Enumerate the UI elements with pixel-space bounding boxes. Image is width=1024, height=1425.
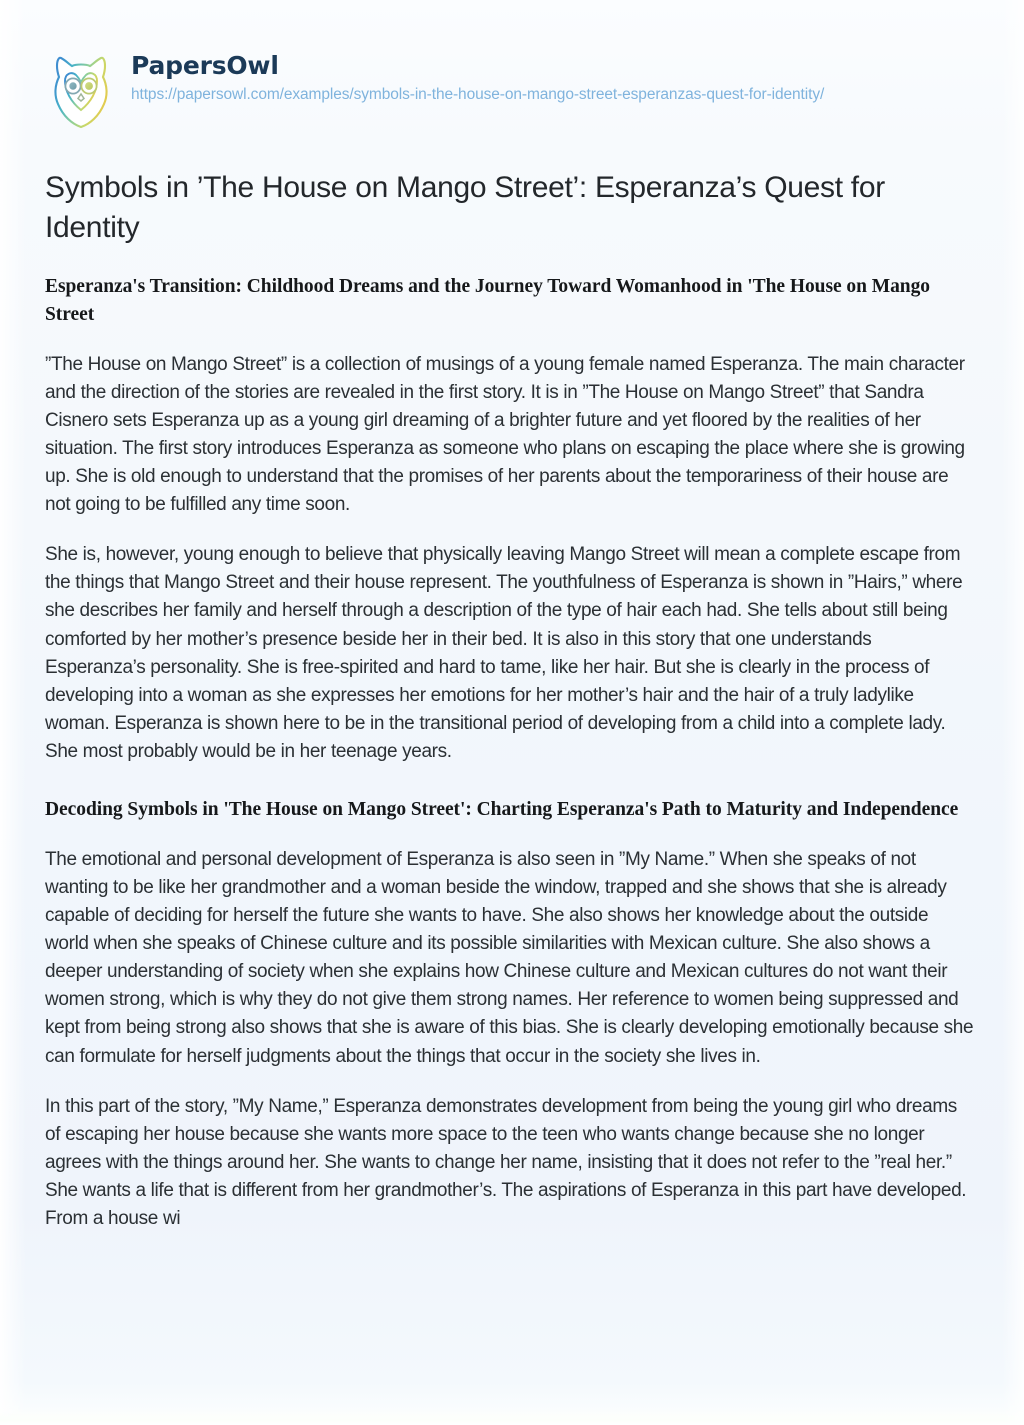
paragraph: The emotional and personal development of Esperanza is also seen in ”My Name.” When she speaks of not wanting to be like her grandmother and a woman beside the window, trapped and she shows that she is already capable of deciding for herself the future she wants to have. She also shows her knowledge about the outside world when she speaks of Chinese culture and its possible similarities with Mexican culture. She also shows a deeper understanding of society when she explains how Chinese culture and Mexican cultures do not want their women strong, which is why they do not give them strong names. Her reference to women being suppressed and kept from being strong also shows that she is aware of this bias. She is clearly developing emotionally because she can formulate for herself judgments about the things that occur in the society she lives in.: [45, 848, 974, 1067]
section-heading-2: Decoding Symbols in 'The House on Mango Street': Charting Esperanza's Path to Maturity and Independence: [45, 799, 959, 821]
owl-logo-icon: [45, 52, 117, 132]
page-title: Symbols in ’The House on Mango Street’: Esperanza’s Quest for Identity: [45, 171, 885, 244]
brand-name: PapersOwl: [131, 51, 279, 80]
brand-text-block: [131, 50, 824, 106]
paragraph: She is, however, young enough to believe that physically leaving Mango Street will mean a complete escape from the things that Mango Street and their house represent. The youthfulness of Esperanza is shown in ”Hairs,” where she describes her family and herself through a description of the type of hair each had. She tells about still being comforted by her mother’s presence beside her in their bed. It is also in this story that one understands Esperanza’s personality. She is free-spirited and hard to tame, like her hair. But she is clearly in the process of developing into a woman as she expresses her emotions for her mother’s hair and the hair of a truly ladylike woman. Esperanza is shown here to be in the transitional period of developing from a child into a complete lady. She most probably would be in her teenage years.: [45, 544, 963, 762]
source-url[interactable]: https://papersowl.com/examples/symbols-in-the-house-on-mango-street-esperanzas-quest-for-identity/: [131, 86, 825, 103]
article-body: [45, 168, 975, 1233]
paragraph-truncated: In this part of the story, ”My Name,” Esperanza demonstrates development from being the young girl who dreams of escaping her house because she wants more space to the teen who wants change because she no longer agrees with the things around her. She wants to change her name, insisting that it does not refer to the ”real her.” She wants a life that is different from her grandmother’s. The aspirations of Esperanza in this part have developed. From a house wi: [45, 1095, 967, 1230]
section-spacer: [45, 788, 975, 796]
paragraph: ”The House on Mango Street” is a collection of musings of a young female named Esperanza. The main character and the direction of the stories are revealed in the first story. It is in ”The House on Mango Street” that Sandra Cisnero sets Esperanza up as a young girl dreaming of a brighter future and yet floored by the realities of her situation. The first story introduces Esperanza as someone who plans on escaping the place where she is growing up. She is old enough to understand that the promises of her parents about the temporariness of their house are not going to be fulfilled any time soon.: [45, 353, 965, 516]
site-header: [45, 50, 824, 132]
page-bottom-edge: [0, 1409, 1024, 1425]
section-heading-1: Esperanza's Transition: Childhood Dreams and the Journey Toward Womanhood in 'The House on Mango Street: [45, 276, 930, 325]
